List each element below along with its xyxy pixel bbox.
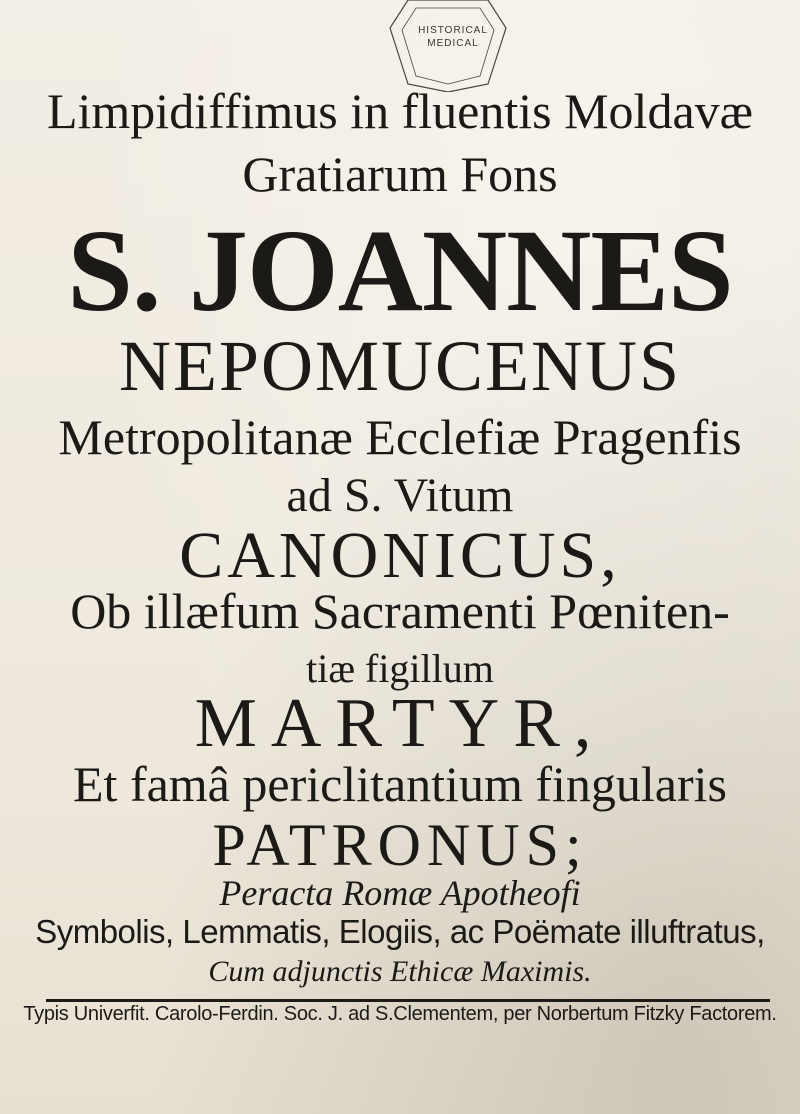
stamp-text	[394, 24, 512, 50]
title-line-8: Ob illæfum Sacramenti Pœniten-	[70, 583, 730, 639]
saint-surname: NEPOMUCENUS	[118, 326, 682, 406]
title-line-2: Gratiarum Fons	[242, 146, 558, 202]
title-line-14: Symbolis, Lemmatis, Elogiis, ac Poëmate illuftratus,	[35, 913, 765, 950]
title-line-1: Limpidiffimus in fluentis Moldavæ	[46, 83, 753, 139]
imprint-line: Typis Univerfit. Carolo-Ferdin. Soc. J. ad S.Clementem, per Norbertum Fitzky Factorem.	[23, 1003, 777, 1025]
title-line-7: CANONICUS,	[179, 519, 621, 592]
title-line-13: Peracta Romæ Apotheofi	[219, 873, 581, 913]
title-line-6: ad S. Vitum	[286, 469, 514, 522]
stamp-line-1: HISTORICAL	[418, 25, 488, 36]
title-line-9: tiæ figillum	[306, 646, 494, 691]
divider-rule	[46, 999, 770, 1002]
title-line-12: PATRONUS;	[212, 812, 588, 878]
title-line-10: MARTYR,	[194, 685, 606, 762]
title-line-5: Metropolitanæ Ecclefiæ Pragenfis	[58, 409, 742, 465]
saint-name: S. JOANNES	[67, 205, 733, 336]
title-line-11: Et famâ periclitantium fingularis	[73, 756, 727, 812]
stamp-line-2: MEDICAL	[427, 38, 479, 49]
title-line-15: Cum adjunctis Ethicæ Maximis.	[208, 955, 592, 988]
